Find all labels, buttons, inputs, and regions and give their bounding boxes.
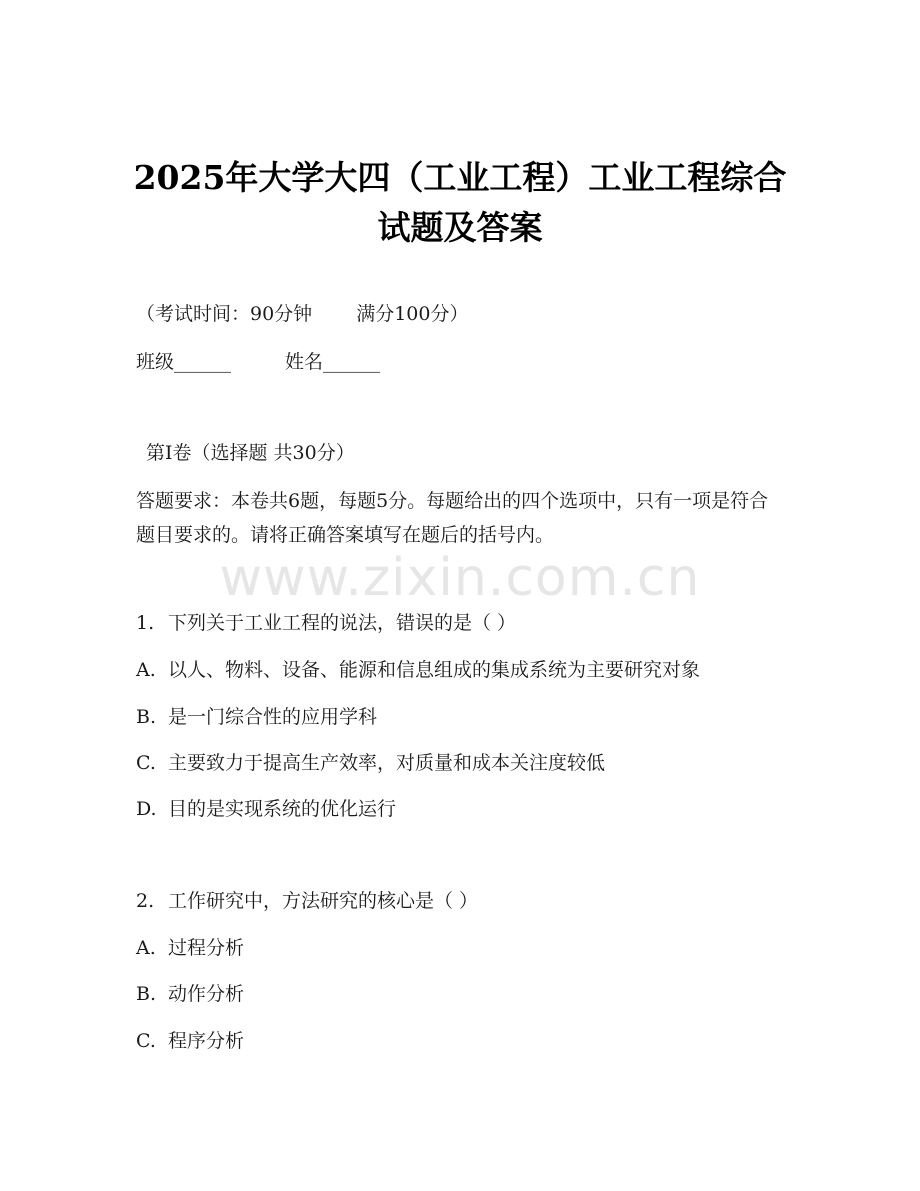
- option-text: 以人、物料、设备、能源和信息组成的集成系统为主要研究对象: [168, 659, 701, 681]
- option-letter: C.: [136, 752, 156, 774]
- exam-score: 满分100分）: [356, 303, 469, 325]
- question-1: [136, 610, 516, 636]
- exam-info: [136, 301, 468, 327]
- document-title-line-2: 试题及答案: [377, 208, 543, 247]
- watermark: www.zixin.com.cn: [219, 548, 701, 608]
- section-instructions: 答题要求：本卷共6题，每题5分。每题给出的四个选项中，只有一项是符合题目要求的。请将正确答案填写在题后的括号内。: [136, 490, 769, 546]
- name-field: 姓名______: [285, 351, 381, 373]
- class-field: 班级______: [136, 351, 232, 373]
- question-2-option-a: [136, 935, 244, 961]
- student-info-fields: [136, 349, 380, 375]
- option-letter: B.: [136, 706, 157, 728]
- exam-time: （考试时间：90分钟: [136, 303, 313, 325]
- option-letter: D.: [136, 798, 157, 820]
- option-letter: A.: [136, 659, 156, 681]
- question-2-option-c: [136, 1028, 244, 1054]
- option-text: 动作分析: [168, 983, 245, 1005]
- option-letter: C.: [136, 1030, 156, 1052]
- option-letter: B.: [136, 983, 157, 1005]
- option-letter: A.: [136, 937, 156, 959]
- question-1-option-a: [136, 657, 700, 683]
- question-number: 2.: [136, 890, 155, 912]
- question-1-option-b: [136, 704, 377, 730]
- document-title-line-1: 2025年大学大四（工业工程）工业工程综合: [133, 158, 787, 197]
- section-heading: 第Ⅰ卷（选择题 共30分）: [146, 442, 355, 464]
- question-text: 下列关于工业工程的说法，错误的是（ ）: [168, 612, 517, 634]
- option-text: 主要致力于提高生产效率，对质量和成本关注度较低: [168, 752, 606, 774]
- question-text: 工作研究中，方法研究的核心是（ ）: [168, 890, 479, 912]
- question-2-option-b: [136, 981, 244, 1007]
- question-1-option-d: [136, 796, 396, 822]
- option-text: 程序分析: [168, 1030, 245, 1052]
- option-text: 是一门综合性的应用学科: [168, 706, 378, 728]
- question-1-option-c: [136, 750, 605, 776]
- option-text: 目的是实现系统的优化运行: [168, 798, 397, 820]
- question-2: [136, 888, 478, 914]
- option-text: 过程分析: [168, 937, 245, 959]
- question-number: 1.: [136, 612, 155, 634]
